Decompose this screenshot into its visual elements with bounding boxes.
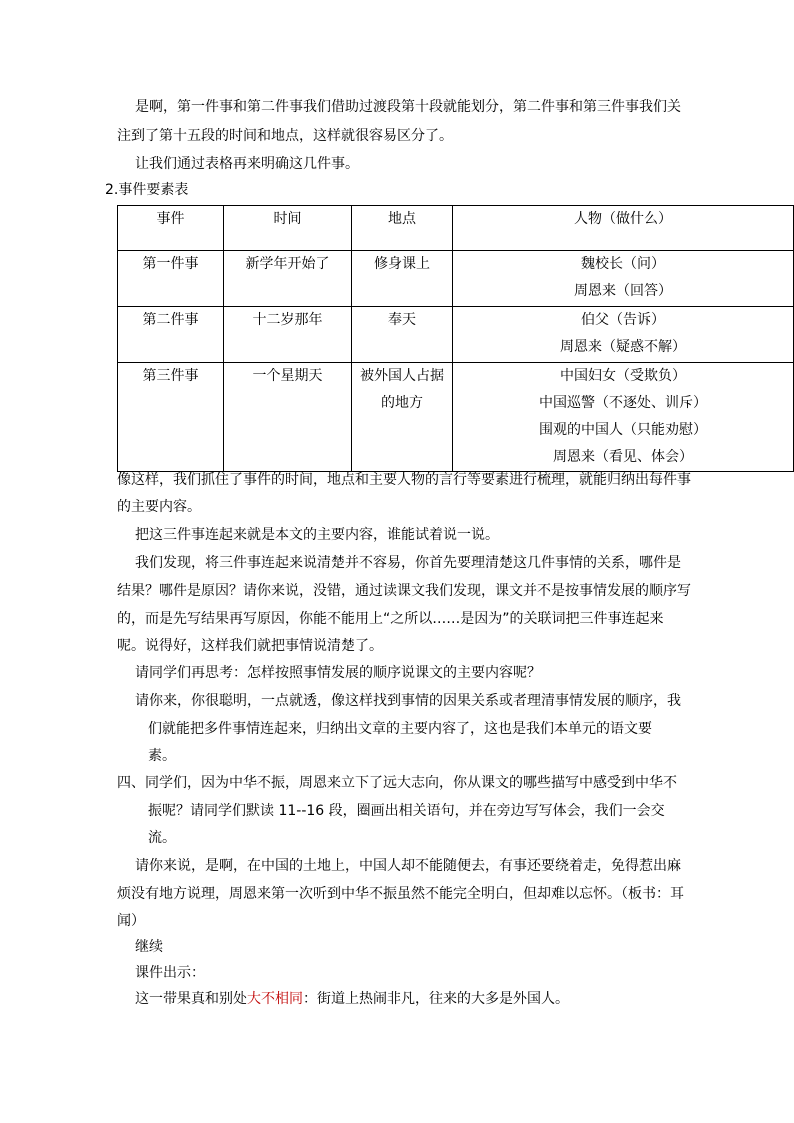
header-event: 事件: [118, 206, 224, 251]
person-line: 伯父（告诉）: [581, 312, 665, 328]
body-line: 闻）: [117, 913, 145, 929]
body-line: 振呢？请同学们默读 11--16 段，圈画出相关语句，并在旁边写写体会，我们一会交: [148, 803, 665, 819]
person-line: 周恩来（看见、体会）: [553, 449, 693, 465]
body-line: 四、同学们，因为中华不振，周恩来立下了远大志向，你从课文的哪些描写中感受到中华不: [117, 775, 677, 791]
section-heading: 2.事件要素表: [105, 182, 189, 198]
event-elements-table: [117, 205, 794, 472]
person-line: 中国妇女（受欺负）: [560, 368, 686, 384]
place-line: 被外国人占据: [360, 368, 444, 384]
table-row: [118, 251, 794, 307]
cell-time: 新学年开始了: [224, 251, 352, 307]
body-line: 烦没有地方说理，周恩来第一次听到中华不振虽然不能完全明白，但却难以忘怀。（板书：耳: [117, 886, 684, 902]
body-line: 呢。说得好，这样我们就把事情说清楚了。: [117, 638, 383, 654]
quote-highlight: 大不相同: [247, 991, 303, 1007]
place-line: 奉天: [388, 312, 416, 328]
header-place: 地点: [352, 206, 453, 251]
body-line: 课件出示：: [135, 965, 205, 981]
place-line: 的地方: [381, 395, 423, 411]
person-line: 中国巡警（不逐处、训斥）: [539, 395, 707, 411]
body-line: 素。: [148, 748, 176, 764]
body-line: 流。: [148, 830, 176, 846]
body-line: 请同学们再思考：怎样按照事情发展的顺序说课文的主要内容呢？: [135, 665, 541, 681]
body-line: 结果？哪件是原因？请你来说，没错，通过读课文我们发现，课文并不是按事情发展的顺序写: [117, 583, 691, 599]
body-line: 们就能把多件事情连起来，归纳出文章的主要内容了，这也是我们本单元的语文要: [148, 721, 652, 737]
cell-event: 第一件事: [118, 251, 224, 307]
body-line: 继续: [135, 939, 163, 955]
table-header-row: [118, 206, 794, 251]
intro-line-2: 注到了第十五段的时间和地点，这样就很容易区分了。: [117, 128, 453, 144]
quote-suffix: ：街道上热闹非凡，往来的大多是外国人。: [303, 991, 569, 1007]
body-line: 的，而是先写结果再写原因，你能不能用上“之所以……是因为”的关联词把三件事连起来: [117, 611, 664, 627]
person-line: 围观的中国人（只能劝慰）: [539, 422, 707, 438]
person-line: 周恩来（回答）: [574, 283, 672, 299]
table-row: [118, 307, 794, 363]
body-line: 像这样，我们抓住了事件的时间，地点和主要人物的言行等要素进行梳理，就能归纳出每件事: [117, 472, 691, 488]
person-line: 周恩来（疑惑不解）: [560, 339, 686, 355]
cell-people: [453, 307, 794, 363]
body-line: 把这三件事连起来就是本文的主要内容，谁能试着说一说。: [135, 527, 499, 543]
header-time: 时间: [224, 206, 352, 251]
quote-line: [135, 989, 569, 1009]
cell-people: [453, 251, 794, 307]
intro-line-1: 是啊，第一件事和第二件事我们借助过渡段第十段就能划分，第二件事和第三件事我们关: [135, 99, 681, 115]
person-line: 魏校长（问）: [581, 256, 665, 272]
body-line: 请你来，你很聪明，一点就透，像这样找到事情的因果关系或者理清事情发展的顺序，我: [135, 693, 681, 709]
cell-time: 一个星期天: [224, 363, 352, 472]
body-line: 请你来说，是啊，在中国的土地上，中国人却不能随便去，有事还要绕着走，免得惹出麻: [135, 858, 681, 874]
body-line: 我们发现，将三件事连起来说清楚并不容易，你首先要理清楚这几件事情的关系，哪件是: [135, 555, 681, 571]
cell-event: 第三件事: [118, 363, 224, 472]
cell-place: [352, 307, 453, 363]
body-line: 的主要内容。: [117, 499, 201, 515]
cell-place: [352, 363, 453, 472]
cell-place: [352, 251, 453, 307]
cell-time: 十二岁那年: [224, 307, 352, 363]
cell-event: 第二件事: [118, 307, 224, 363]
intro-line-3: 让我们通过表格再来明确这几件事。: [135, 156, 359, 172]
place-line: 修身课上: [374, 256, 430, 272]
quote-prefix: 这一带果真和别处: [135, 991, 247, 1007]
table-row: [118, 363, 794, 472]
cell-people: [453, 363, 794, 472]
header-people: 人物（做什么）: [453, 206, 794, 251]
